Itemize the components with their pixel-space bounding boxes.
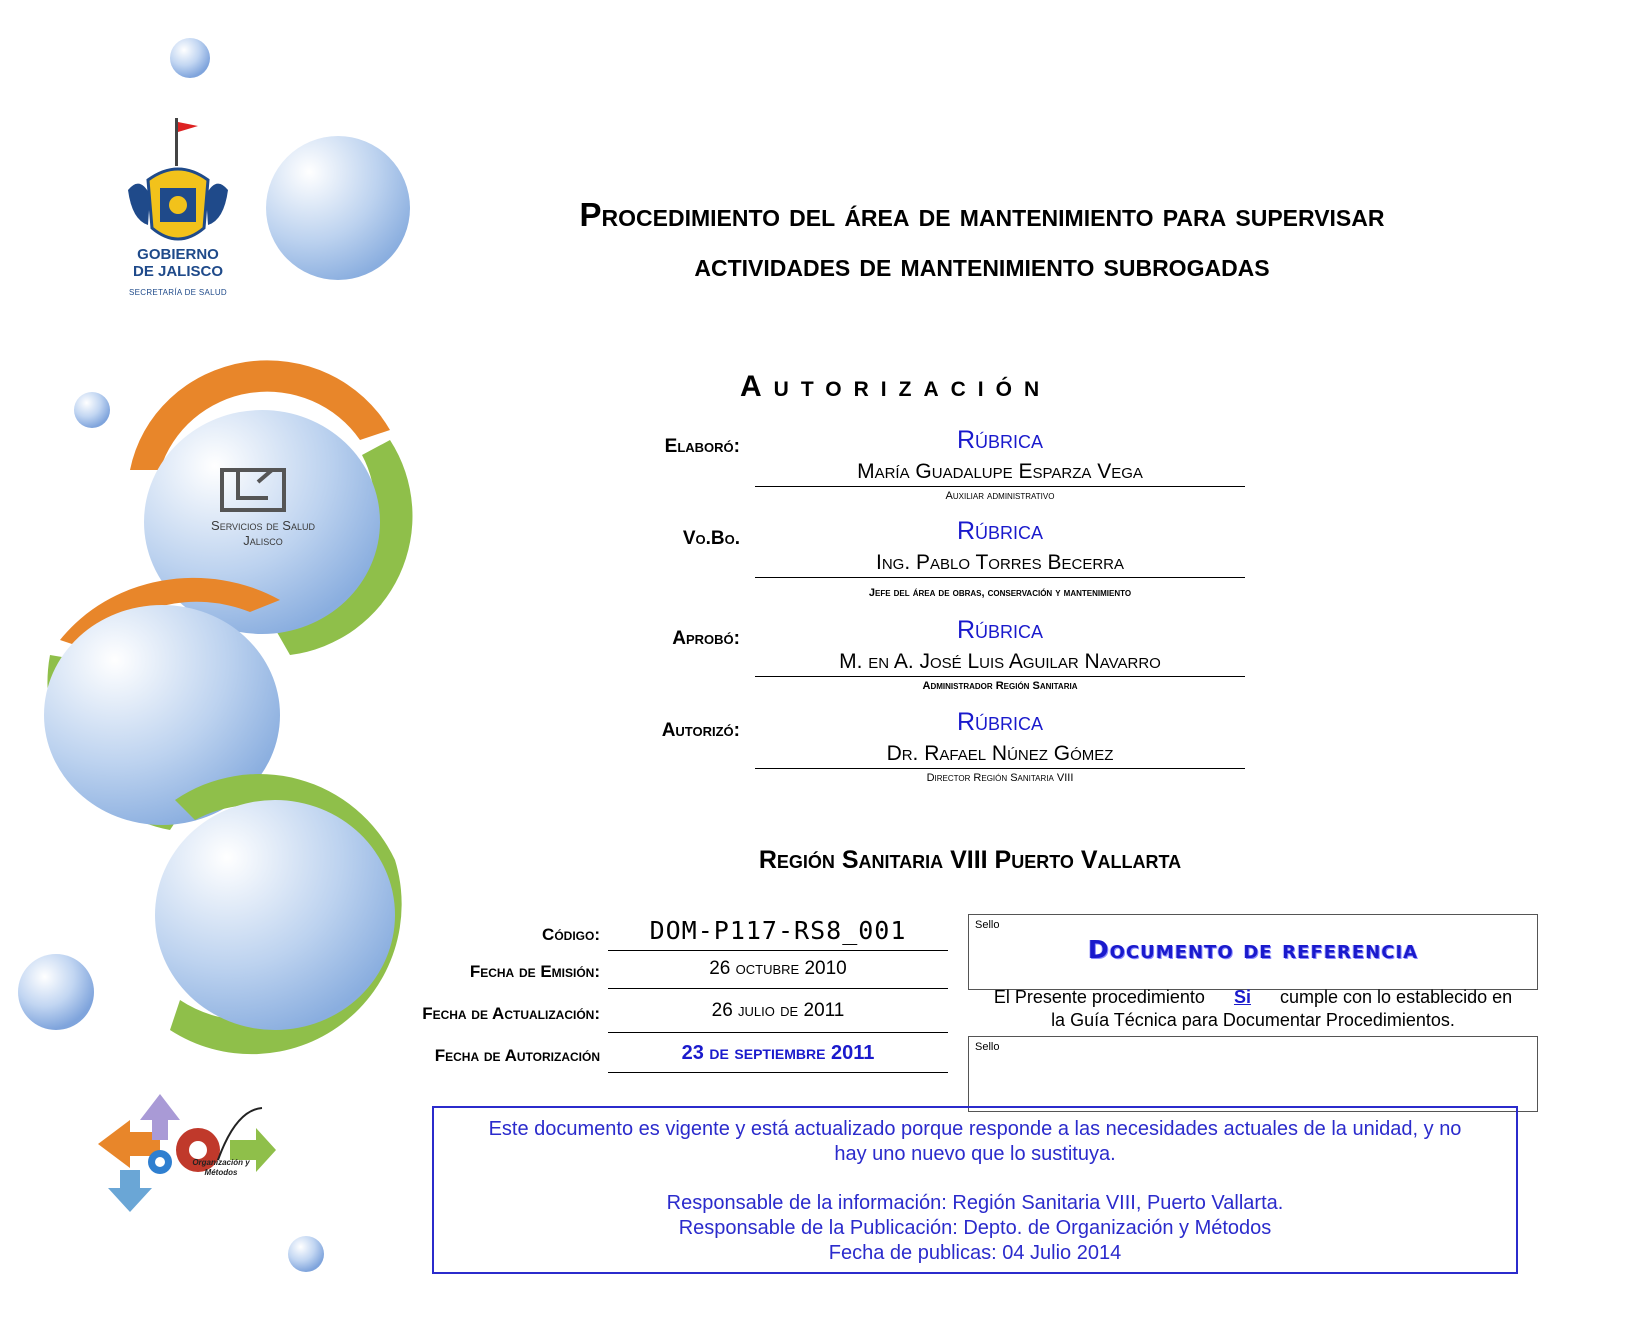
compliance-value: Si <box>1233 987 1251 1007</box>
bubble <box>288 1236 324 1272</box>
stamp2-label: Sello <box>975 1041 1000 1053</box>
compliance-line2: la Guía Técnica para Documentar Procedimientos. <box>1051 1010 1455 1030</box>
footer-line1: Este documento es vigente y está actualizado porque responde a las necesidades actuales de la unidad, y no <box>488 1118 1462 1140</box>
footer-line3: Responsable de la información: Región Sanitaria VIII, Puerto Vallarta. <box>666 1192 1284 1214</box>
validity-notice-box <box>432 1106 1518 1274</box>
document-reference-stamp: Documento de referencia <box>1087 935 1419 964</box>
compliance-statement <box>958 986 1548 1032</box>
position-aprobo: Administrador Región Sanitaria <box>922 680 1078 692</box>
title-line2: actividades de mantenimiento subrogadas <box>694 246 1270 283</box>
position-elaboro: Auxiliar administrativo <box>945 490 1055 502</box>
signature-autorizo: Rúbrica <box>956 708 1044 736</box>
om-line2: Métodos <box>204 1168 238 1177</box>
footer-line2: hay uno nuevo que lo sustituya. <box>834 1143 1116 1165</box>
footer-line5: Fecha de publicas: 04 Julio 2014 <box>828 1242 1122 1264</box>
bubble-large <box>266 136 410 280</box>
ssj-logo-text <box>188 518 338 548</box>
name-autorizo: Dr. Rafael Núnez Gómez <box>755 742 1245 769</box>
gobierno-name-line1: GOBIERNO <box>137 246 219 263</box>
footer-line4: Responsable de la Publicación: Depto. de Organización y Métodos <box>678 1217 1272 1239</box>
authorization-heading: Autorización <box>740 370 1052 403</box>
signature-vobo: Rúbrica <box>956 517 1044 545</box>
signature-aprobo: Rúbrica <box>956 616 1044 644</box>
code-value: DOM-P117-RS8_001 <box>608 916 948 951</box>
compliance-suffix: cumple con lo establecido en <box>1280 987 1513 1007</box>
bubble <box>74 392 110 428</box>
ssj-line2: Jalisco <box>243 533 283 548</box>
om-line1: Organización y <box>192 1158 250 1167</box>
ssj-line1: Servicios de Salud <box>211 518 315 533</box>
region-title: Región Sanitaria VIII Puerto Vallarta <box>758 846 1182 874</box>
name-elaboro: María Guadalupe Esparza Vega <box>755 460 1245 487</box>
stamp-box-empty <box>968 1036 1538 1112</box>
bubble <box>170 38 210 78</box>
gobierno-name-line2: DE JALISCO <box>132 263 223 280</box>
document-title <box>392 190 1572 290</box>
gobierno-subtitle: SECRETARÍA DE SALUD <box>128 288 228 297</box>
authorization-date-value: 23 de septiembre 2011 <box>608 1042 948 1073</box>
label-vobo: Vo.Bo. <box>682 528 740 549</box>
position-autorizo: Director Región Sanitaria VIII <box>926 772 1074 784</box>
stamp-box-reference <box>968 914 1538 990</box>
name-aprobo: M. en A. José Luis Aguilar Navarro <box>755 650 1245 677</box>
update-value: 26 julio de 2011 <box>608 1000 948 1033</box>
bubble <box>18 954 94 1030</box>
circle-bottom <box>155 800 395 1030</box>
signature-elaboro: Rúbrica <box>956 426 1044 454</box>
emission-label: Fecha de Emisión: <box>469 962 600 981</box>
position-vobo: Jefe del área de obras, conservación y mantenimiento <box>868 587 1132 599</box>
label-autorizo: Autorizó: <box>661 720 740 741</box>
name-vobo: Ing. Pablo Torres Becerra <box>755 551 1245 578</box>
organizacion-metodos-logo-icon <box>98 1094 276 1212</box>
authorization-date-label: Fecha de Autorización <box>434 1046 600 1065</box>
label-aprobo: Aprobó: <box>672 628 740 649</box>
code-label: Código: <box>542 925 600 944</box>
compliance-prefix: El Presente procedimiento <box>993 987 1205 1007</box>
emission-value: 26 octubre 2010 <box>608 958 948 989</box>
update-label: Fecha de Actualización: <box>422 1004 600 1023</box>
title-line1: Procedimiento del área de mantenimiento para supervisar <box>579 196 1385 233</box>
stamp-label: Sello <box>975 919 1000 931</box>
om-logo-text <box>176 1158 266 1178</box>
label-elaboro: Elaboró: <box>664 436 740 457</box>
gobierno-jalisco-logo <box>118 108 238 297</box>
